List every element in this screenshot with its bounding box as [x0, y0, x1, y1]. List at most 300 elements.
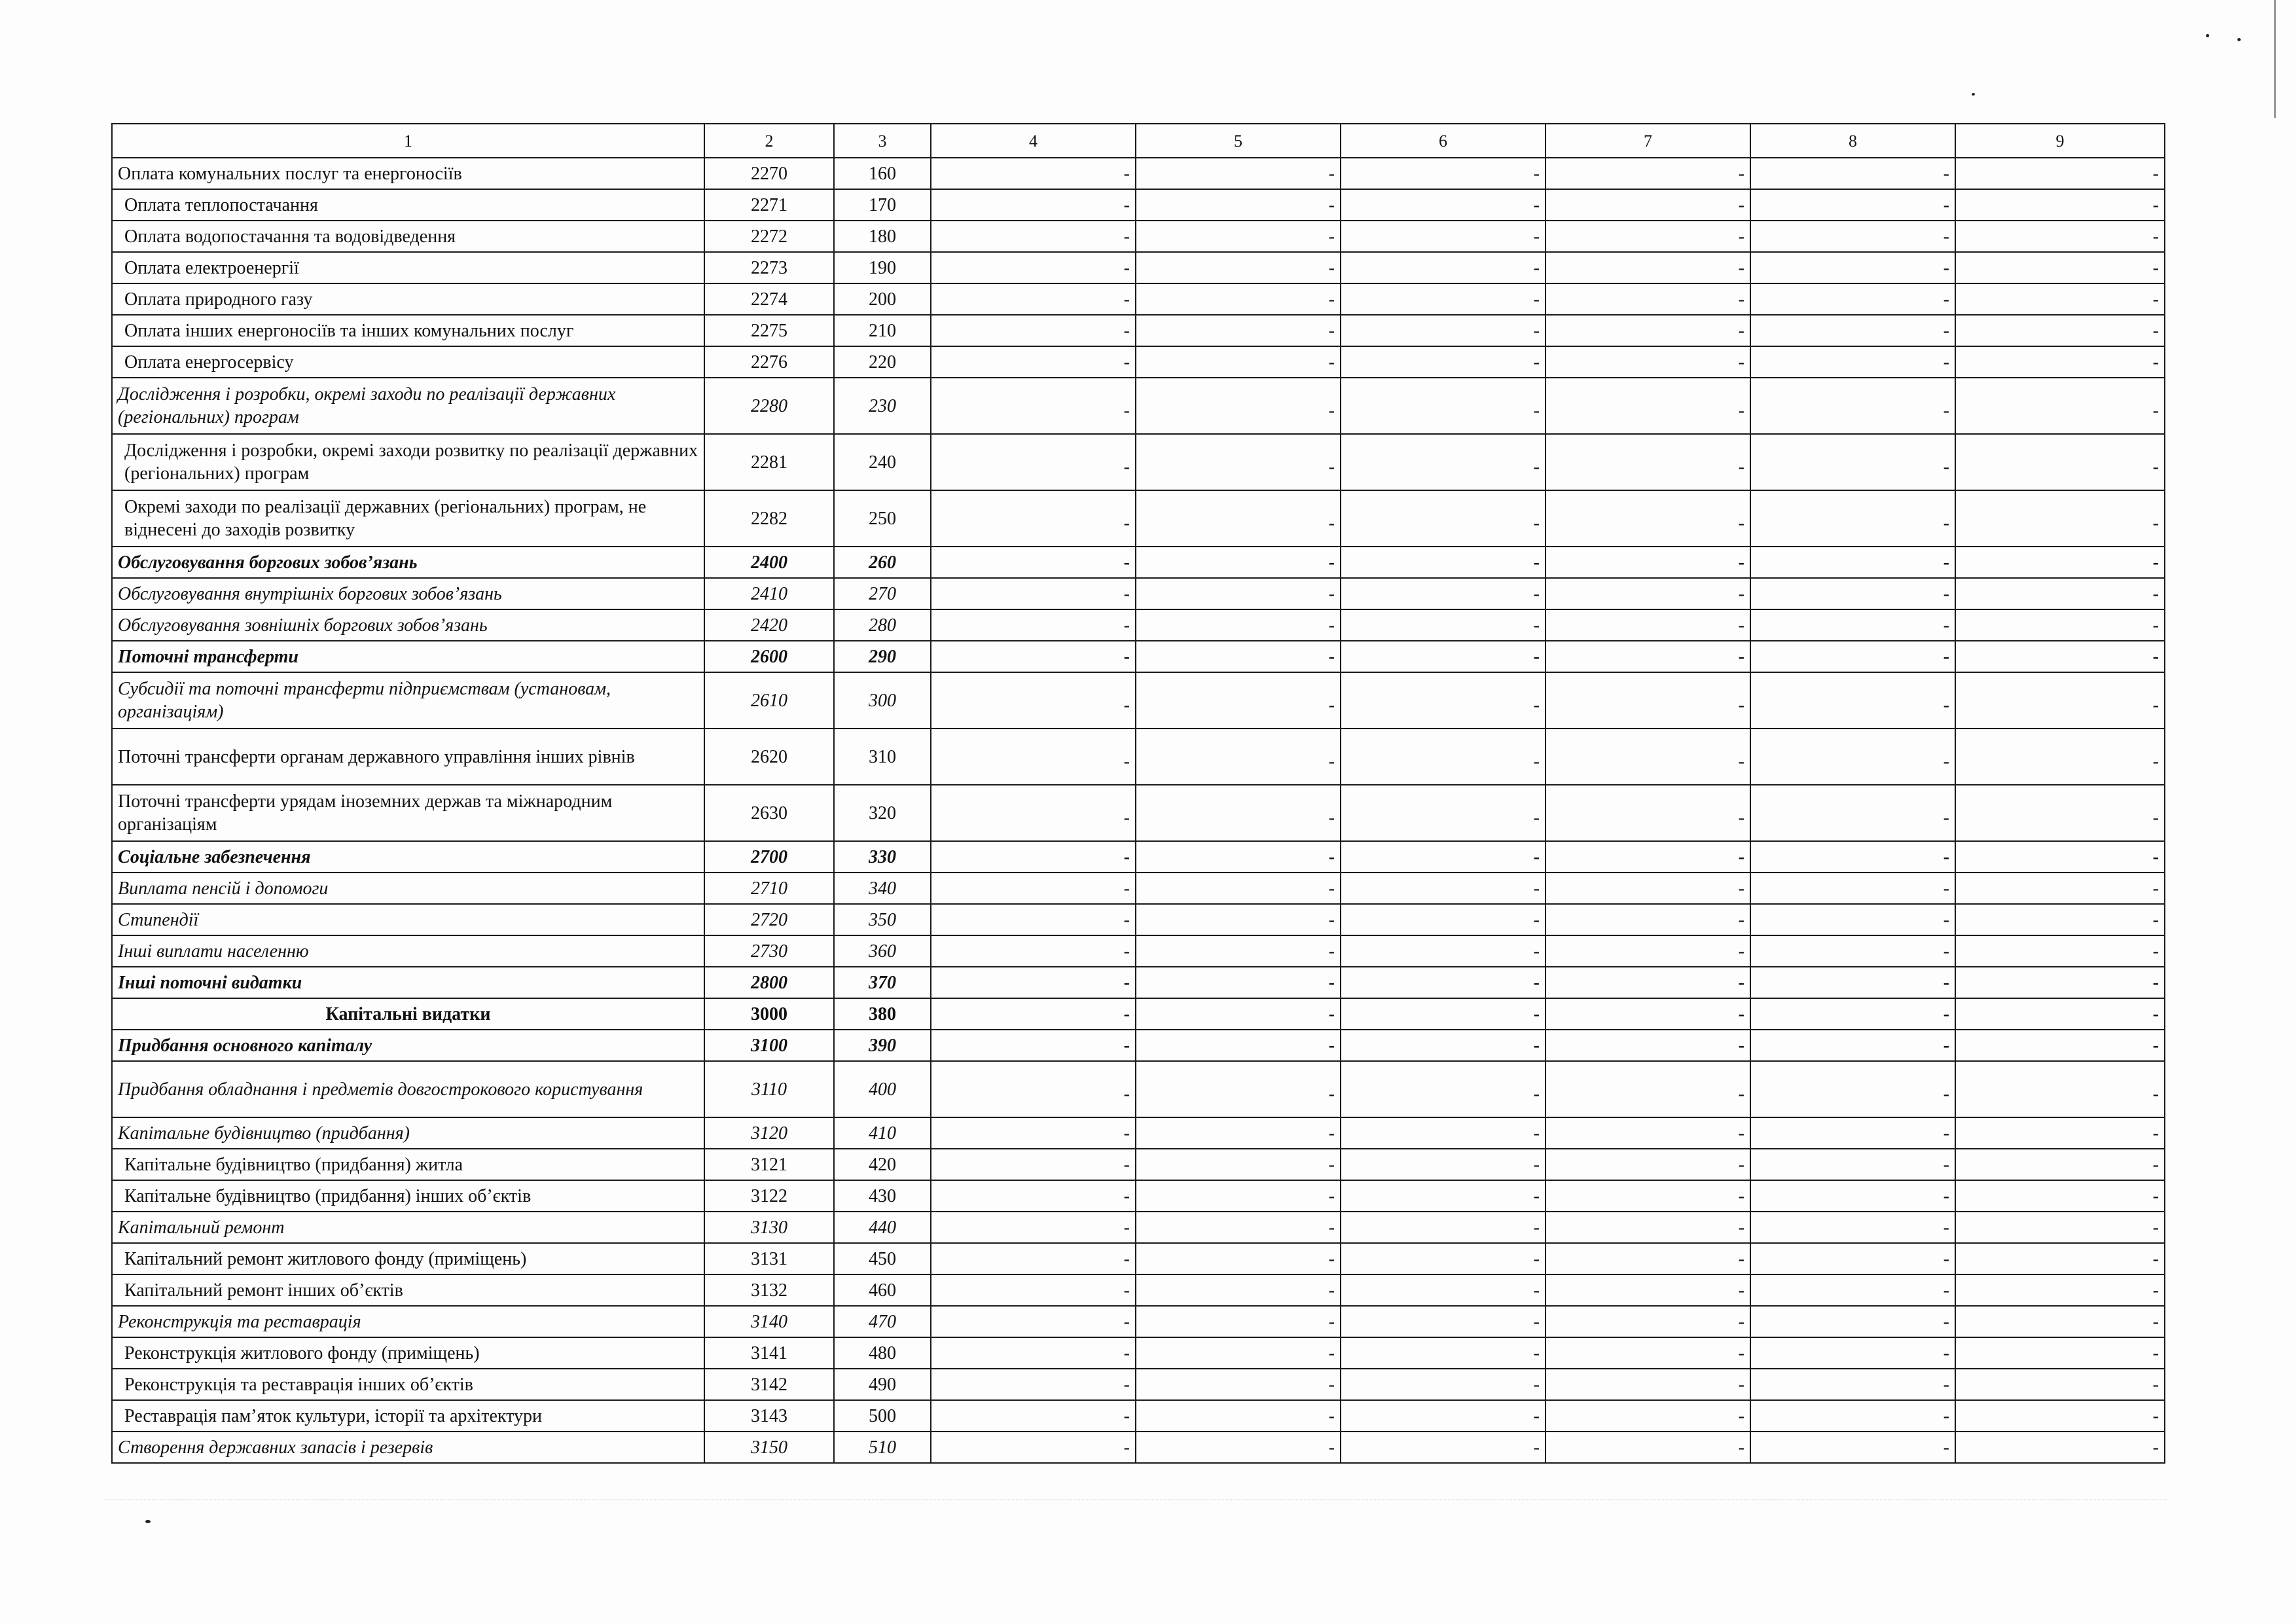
table-row [112, 841, 2165, 873]
row-code: 2273 [704, 252, 834, 283]
table-row [112, 873, 2165, 904]
value-cell: - [1341, 189, 1545, 221]
table-row [112, 346, 2165, 378]
row-line-number: 440 [834, 1212, 931, 1243]
row-line-number: 180 [834, 221, 931, 252]
row-name: Оплата енергосервісу [112, 346, 704, 378]
table-row [112, 641, 2165, 672]
value-cell: - [931, 1432, 1136, 1463]
value-cell: - [931, 547, 1136, 578]
value-cell: - [1341, 378, 1545, 434]
value-cell: - [1136, 672, 1341, 729]
value-cell: - [1545, 904, 1750, 935]
value-cell: - [1341, 1212, 1545, 1243]
value-cell: - [1545, 315, 1750, 346]
row-line-number: 240 [834, 434, 931, 490]
table-row [112, 547, 2165, 578]
value-cell: - [1955, 1180, 2165, 1212]
row-line-number: 270 [834, 578, 931, 609]
scan-speck [145, 1520, 151, 1523]
row-line-number: 410 [834, 1117, 931, 1149]
row-name: Субсидії та поточні трансферти підприємствам (установам, організаціям) [112, 672, 704, 729]
row-code: 3150 [704, 1432, 834, 1463]
value-cell: - [1545, 1306, 1750, 1337]
value-cell: - [1955, 1306, 2165, 1337]
value-cell: - [931, 729, 1136, 785]
value-cell: - [1750, 785, 1955, 841]
value-cell: - [1136, 378, 1341, 434]
value-cell: - [1545, 998, 1750, 1030]
value-cell: - [1545, 1432, 1750, 1463]
value-cell: - [1545, 490, 1750, 547]
value-cell: - [1341, 1369, 1545, 1400]
row-code: 2271 [704, 189, 834, 221]
row-line-number: 200 [834, 283, 931, 315]
row-name: Реставрація пам’яток культури, історії та архітектури [112, 1400, 704, 1432]
row-name: Капітальне будівництво (придбання) [112, 1117, 704, 1149]
value-cell: - [1750, 1400, 1955, 1432]
value-cell: - [1545, 252, 1750, 283]
value-cell: - [931, 641, 1136, 672]
table-row [112, 1061, 2165, 1117]
value-cell: - [1341, 641, 1545, 672]
row-line-number: 290 [834, 641, 931, 672]
value-cell: - [1955, 641, 2165, 672]
value-cell: - [1750, 189, 1955, 221]
value-cell: - [1545, 378, 1750, 434]
table-row [112, 1337, 2165, 1369]
table-row [112, 1400, 2165, 1432]
table-row [112, 967, 2165, 998]
table-row [112, 1180, 2165, 1212]
column-header: 1 [112, 124, 704, 158]
value-cell: - [1545, 1180, 1750, 1212]
row-code: 2610 [704, 672, 834, 729]
value-cell: - [1136, 189, 1341, 221]
value-cell: - [1341, 609, 1545, 641]
value-cell: - [1955, 346, 2165, 378]
value-cell: - [1545, 1337, 1750, 1369]
value-cell: - [1955, 1149, 2165, 1180]
value-cell: - [931, 998, 1136, 1030]
page-footer [105, 1492, 2167, 1519]
value-cell: - [1955, 1030, 2165, 1061]
scan-speck [2237, 38, 2241, 41]
value-cell: - [1545, 578, 1750, 609]
value-cell: - [1955, 547, 2165, 578]
value-cell: - [1136, 578, 1341, 609]
value-cell: - [1750, 1337, 1955, 1369]
value-cell: - [931, 1149, 1136, 1180]
value-cell: - [1341, 672, 1545, 729]
value-cell: - [1545, 641, 1750, 672]
row-code: 3142 [704, 1369, 834, 1400]
value-cell: - [1341, 1337, 1545, 1369]
row-code: 3110 [704, 1061, 834, 1117]
value-cell: - [1750, 967, 1955, 998]
row-code: 3141 [704, 1337, 834, 1369]
value-cell: - [1750, 252, 1955, 283]
value-cell: - [1750, 729, 1955, 785]
value-cell: - [1136, 841, 1341, 873]
value-cell: - [1750, 1149, 1955, 1180]
value-cell: - [1750, 578, 1955, 609]
value-cell: - [1750, 841, 1955, 873]
value-cell: - [1136, 609, 1341, 641]
value-cell: - [1955, 609, 2165, 641]
value-cell: - [1955, 1061, 2165, 1117]
value-cell: - [931, 967, 1136, 998]
row-name: Оплата електроенергії [112, 252, 704, 283]
value-cell: - [1955, 378, 2165, 434]
value-cell: - [1341, 1274, 1545, 1306]
value-cell: - [1545, 346, 1750, 378]
row-code: 2710 [704, 873, 834, 904]
value-cell: - [1750, 434, 1955, 490]
table-row [112, 904, 2165, 935]
value-cell: - [1750, 672, 1955, 729]
column-header: 4 [931, 124, 1136, 158]
value-cell: - [1136, 1400, 1341, 1432]
scan-speck [2206, 34, 2209, 37]
value-cell: - [931, 378, 1136, 434]
row-name: Обслуговування зовнішніх боргових зобов’язань [112, 609, 704, 641]
value-cell: - [1341, 785, 1545, 841]
value-cell: - [1955, 967, 2165, 998]
row-line-number: 490 [834, 1369, 931, 1400]
row-name: Поточні трансферти органам державного управління інших рівнів [112, 729, 704, 785]
row-line-number: 360 [834, 935, 931, 967]
column-header: 8 [1750, 124, 1955, 158]
table-row [112, 729, 2165, 785]
value-cell: - [1750, 283, 1955, 315]
value-cell: - [1341, 1030, 1545, 1061]
row-line-number: 480 [834, 1337, 931, 1369]
row-code: 3120 [704, 1117, 834, 1149]
row-code: 2700 [704, 841, 834, 873]
row-name: Придбання основного капіталу [112, 1030, 704, 1061]
value-cell: - [1136, 641, 1341, 672]
value-cell: - [1341, 578, 1545, 609]
value-cell: - [1341, 873, 1545, 904]
value-cell: - [931, 1212, 1136, 1243]
row-line-number: 350 [834, 904, 931, 935]
value-cell: - [931, 935, 1136, 967]
value-cell: - [931, 578, 1136, 609]
value-cell: - [1545, 158, 1750, 189]
value-cell: - [1750, 1117, 1955, 1149]
value-cell: - [931, 283, 1136, 315]
value-cell: - [1750, 315, 1955, 346]
value-cell: - [1136, 1274, 1341, 1306]
row-name: Капітальне будівництво (придбання) житла [112, 1149, 704, 1180]
value-cell: - [1545, 1061, 1750, 1117]
row-code: 3132 [704, 1274, 834, 1306]
table-row [112, 935, 2165, 967]
value-cell: - [1341, 904, 1545, 935]
value-cell: - [1955, 1337, 2165, 1369]
table-row [112, 1274, 2165, 1306]
value-cell: - [1545, 1149, 1750, 1180]
value-cell: - [1136, 346, 1341, 378]
value-cell: - [1136, 1369, 1341, 1400]
value-cell: - [1545, 1212, 1750, 1243]
value-cell: - [1955, 998, 2165, 1030]
value-cell: - [931, 841, 1136, 873]
row-code: 2720 [704, 904, 834, 935]
value-cell: - [1750, 641, 1955, 672]
row-name: Оплата інших енергоносіїв та інших комунальних послуг [112, 315, 704, 346]
value-cell: - [1545, 1369, 1750, 1400]
footer-rule [105, 1499, 2167, 1500]
table-row [112, 1306, 2165, 1337]
value-cell: - [1136, 1117, 1341, 1149]
value-cell: - [1136, 490, 1341, 547]
row-code: 3130 [704, 1212, 834, 1243]
row-line-number: 170 [834, 189, 931, 221]
row-name: Інші виплати населенню [112, 935, 704, 967]
value-cell: - [1750, 547, 1955, 578]
row-code: 2272 [704, 221, 834, 252]
row-code: 2730 [704, 935, 834, 967]
row-line-number: 380 [834, 998, 931, 1030]
value-cell: - [931, 315, 1136, 346]
value-cell: - [1750, 158, 1955, 189]
value-cell: - [1341, 1243, 1545, 1274]
row-code: 3122 [704, 1180, 834, 1212]
value-cell: - [1750, 1432, 1955, 1463]
value-cell: - [1545, 1274, 1750, 1306]
value-cell: - [1750, 1061, 1955, 1117]
value-cell: - [1545, 873, 1750, 904]
value-cell: - [1341, 221, 1545, 252]
row-line-number: 460 [834, 1274, 931, 1306]
value-cell: - [931, 252, 1136, 283]
value-cell: - [1955, 315, 2165, 346]
value-cell: - [1136, 729, 1341, 785]
value-cell: - [931, 1369, 1136, 1400]
value-cell: - [1750, 873, 1955, 904]
row-line-number: 340 [834, 873, 931, 904]
value-cell: - [1545, 1400, 1750, 1432]
value-cell: - [1341, 315, 1545, 346]
table-row [112, 1243, 2165, 1274]
value-cell: - [931, 1274, 1136, 1306]
value-cell: - [1341, 1400, 1545, 1432]
value-cell: - [1136, 873, 1341, 904]
row-name: Обслуговування боргових зобов’язань [112, 547, 704, 578]
table-row [112, 283, 2165, 315]
row-code: 3131 [704, 1243, 834, 1274]
row-name: Капітальний ремонт інших об’єктів [112, 1274, 704, 1306]
row-code: 2410 [704, 578, 834, 609]
row-line-number: 330 [834, 841, 931, 873]
table-row [112, 434, 2165, 490]
value-cell: - [1955, 434, 2165, 490]
value-cell: - [1955, 283, 2165, 315]
value-cell: - [931, 1030, 1136, 1061]
value-cell: - [1750, 490, 1955, 547]
value-cell: - [1136, 1432, 1341, 1463]
value-cell: - [1341, 490, 1545, 547]
row-code: 2420 [704, 609, 834, 641]
value-cell: - [1545, 967, 1750, 998]
value-cell: - [1750, 346, 1955, 378]
value-cell: - [1136, 785, 1341, 841]
value-cell: - [1545, 729, 1750, 785]
table-row [112, 490, 2165, 547]
value-cell: - [1955, 1117, 2165, 1149]
value-cell: - [1136, 547, 1341, 578]
row-code: 2281 [704, 434, 834, 490]
value-cell: - [1136, 283, 1341, 315]
row-code: 2400 [704, 547, 834, 578]
value-cell: - [931, 873, 1136, 904]
value-cell: - [1545, 547, 1750, 578]
row-line-number: 400 [834, 1061, 931, 1117]
value-cell: - [931, 434, 1136, 490]
value-cell: - [931, 1400, 1136, 1432]
value-cell: - [1545, 841, 1750, 873]
row-name: Оплата теплопостачання [112, 189, 704, 221]
value-cell: - [1955, 578, 2165, 609]
table-row [112, 1117, 2165, 1149]
value-cell: - [1341, 346, 1545, 378]
column-header: 3 [834, 124, 931, 158]
value-cell: - [1750, 904, 1955, 935]
column-number-row [112, 124, 2165, 158]
row-line-number: 280 [834, 609, 931, 641]
table-row [112, 578, 2165, 609]
value-cell: - [1136, 252, 1341, 283]
row-code: 3140 [704, 1306, 834, 1337]
row-code: 2275 [704, 315, 834, 346]
row-line-number: 300 [834, 672, 931, 729]
row-code: 3143 [704, 1400, 834, 1432]
row-name: Поточні трансферти [112, 641, 704, 672]
value-cell: - [931, 158, 1136, 189]
value-cell: - [1955, 1243, 2165, 1274]
value-cell: - [1955, 935, 2165, 967]
value-cell: - [931, 904, 1136, 935]
value-cell: - [1341, 935, 1545, 967]
row-line-number: 370 [834, 967, 931, 998]
value-cell: - [1955, 490, 2165, 547]
row-code: 2800 [704, 967, 834, 998]
row-code: 2282 [704, 490, 834, 547]
table-row [112, 221, 2165, 252]
row-name: Дослідження і розробки, окремі заходи розвитку по реалізації державних (регіональних) програм [112, 434, 704, 490]
value-cell: - [1545, 1030, 1750, 1061]
row-line-number: 230 [834, 378, 931, 434]
table-row [112, 1030, 2165, 1061]
row-line-number: 220 [834, 346, 931, 378]
value-cell: - [1341, 434, 1545, 490]
value-cell: - [931, 1061, 1136, 1117]
value-cell: - [1955, 1212, 2165, 1243]
row-code: 2274 [704, 283, 834, 315]
row-line-number: 320 [834, 785, 931, 841]
value-cell: - [1341, 1306, 1545, 1337]
value-cell: - [1955, 672, 2165, 729]
value-cell: - [1955, 189, 2165, 221]
table-row [112, 252, 2165, 283]
row-name: Поточні трансферти урядам іноземних держав та міжнародним організаціям [112, 785, 704, 841]
value-cell: - [931, 490, 1136, 547]
row-name: Оплата водопостачання та водовідведення [112, 221, 704, 252]
value-cell: - [1136, 221, 1341, 252]
row-line-number: 310 [834, 729, 931, 785]
value-cell: - [1136, 1030, 1341, 1061]
value-cell: - [931, 609, 1136, 641]
value-cell: - [1341, 547, 1545, 578]
scan-edge-line [2274, 0, 2276, 118]
column-header: 9 [1955, 124, 2165, 158]
row-line-number: 260 [834, 547, 931, 578]
value-cell: - [1136, 1212, 1341, 1243]
value-cell: - [1955, 1369, 2165, 1400]
value-cell: - [931, 672, 1136, 729]
value-cell: - [931, 1117, 1136, 1149]
row-name: Капітальний ремонт житлового фонду (приміщень) [112, 1243, 704, 1274]
table-row [112, 315, 2165, 346]
value-cell: - [1341, 1061, 1545, 1117]
value-cell: - [1955, 1400, 2165, 1432]
value-cell: - [1955, 252, 2165, 283]
row-line-number: 450 [834, 1243, 931, 1274]
value-cell: - [1545, 434, 1750, 490]
value-cell: - [1545, 221, 1750, 252]
row-code: 2276 [704, 346, 834, 378]
value-cell: - [1545, 283, 1750, 315]
value-cell: - [1341, 729, 1545, 785]
value-cell: - [1136, 1149, 1341, 1180]
row-name: Капітальне будівництво (придбання) інших об’єктів [112, 1180, 704, 1212]
row-name: Реконструкція житлового фонду (приміщень) [112, 1337, 704, 1369]
value-cell: - [931, 785, 1136, 841]
value-cell: - [1341, 1432, 1545, 1463]
scan-speck [1972, 93, 1975, 96]
value-cell: - [1341, 158, 1545, 189]
value-cell: - [1341, 841, 1545, 873]
value-cell: - [1955, 841, 2165, 873]
row-name: Оплата комунальних послуг та енергоносіїв [112, 158, 704, 189]
value-cell: - [1136, 1180, 1341, 1212]
value-cell: - [1545, 1243, 1750, 1274]
row-line-number: 210 [834, 315, 931, 346]
value-cell: - [1136, 434, 1341, 490]
row-code: 2270 [704, 158, 834, 189]
value-cell: - [1750, 1212, 1955, 1243]
row-name: Оплата природного газу [112, 283, 704, 315]
row-name: Капітальний ремонт [112, 1212, 704, 1243]
value-cell: - [1136, 1061, 1341, 1117]
row-line-number: 510 [834, 1432, 931, 1463]
value-cell: - [1750, 378, 1955, 434]
value-cell: - [1750, 609, 1955, 641]
column-header: 6 [1341, 124, 1545, 158]
value-cell: - [1545, 672, 1750, 729]
value-cell: - [1341, 1149, 1545, 1180]
value-cell: - [1545, 935, 1750, 967]
value-cell: - [1955, 1432, 2165, 1463]
value-cell: - [931, 1306, 1136, 1337]
row-name: Окремі заходи по реалізації державних (регіональних) програм, не віднесені до заходів розвитку [112, 490, 704, 547]
value-cell: - [1136, 904, 1341, 935]
value-cell: - [931, 221, 1136, 252]
value-cell: - [1341, 1180, 1545, 1212]
value-cell: - [1341, 283, 1545, 315]
